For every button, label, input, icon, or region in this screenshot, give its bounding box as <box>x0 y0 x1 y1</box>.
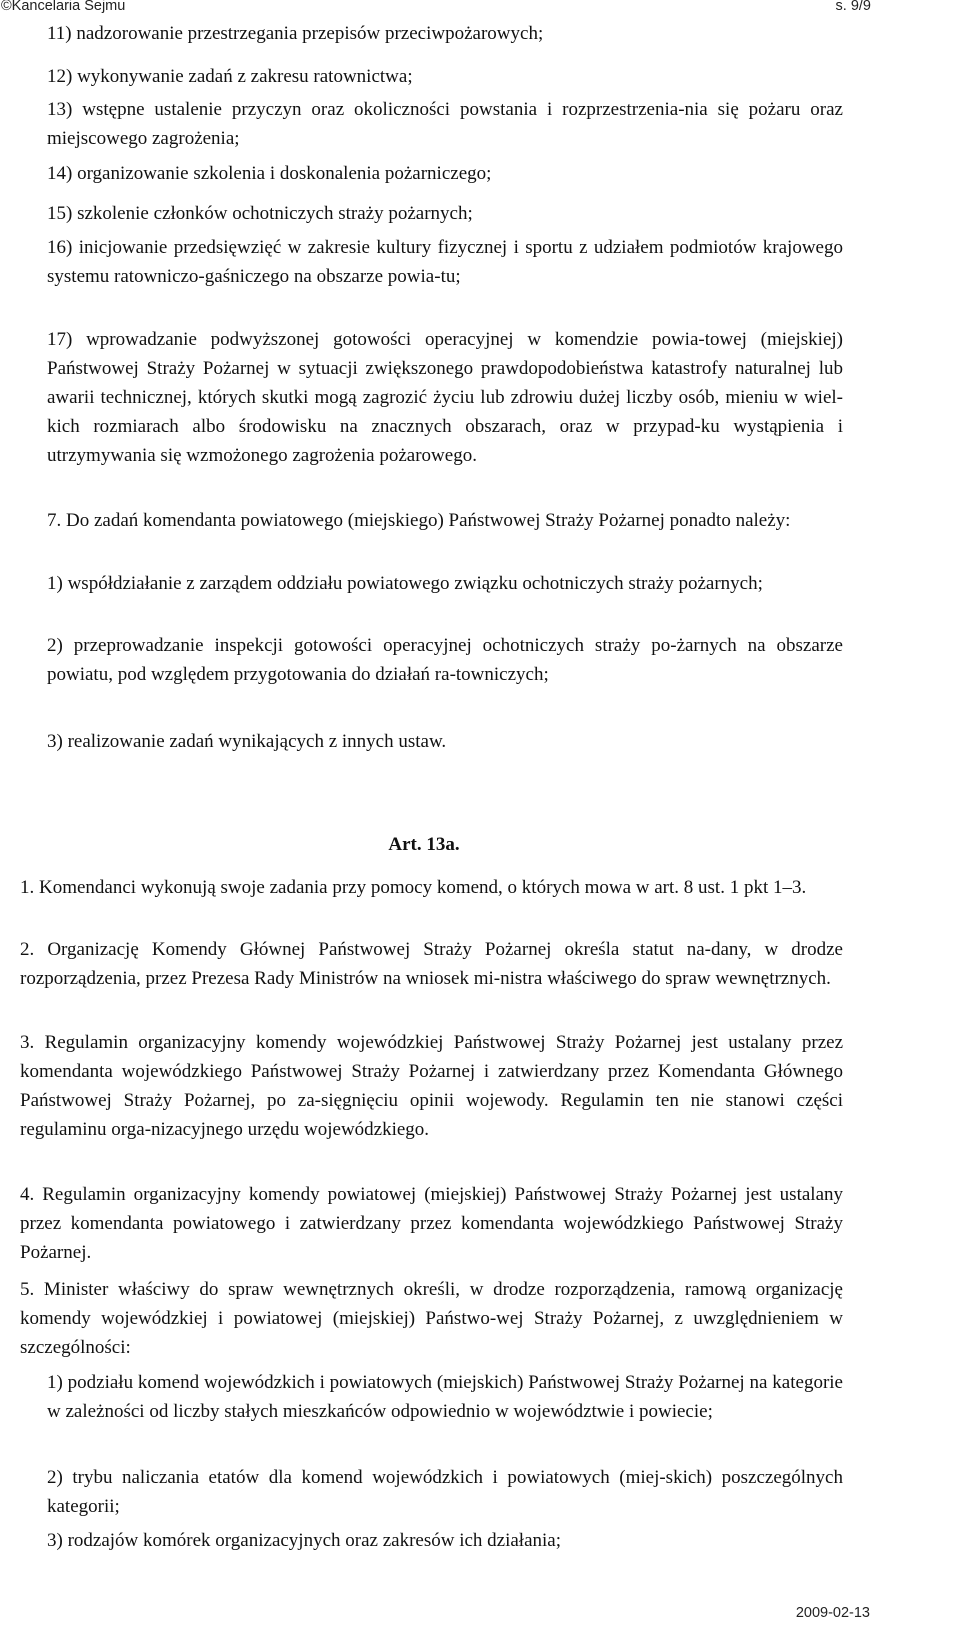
list-item: 1) współdziałanie z zarządem oddziału powiatowego związku ochotniczych straży pożarnych; <box>47 573 763 594</box>
list-item: 11) nadzorowanie przestrzegania przepisów przeciwpożarowych; <box>47 23 544 44</box>
paragraph: 7. Do zadań komendanta powiatowego (miejskiego) Państwowej Straży Pożarnej ponadto należy: <box>47 510 791 531</box>
list-item: 17) wprowadzanie podwyższonej gotowości operacyjnej w komendzie powia-towej (miejskiej) Państwowej Straży Pożarnej w sytuacji zwiększonego prawdopodobieństwa katastrofy naturalnej lub awarii technicznej, których skutki mogą zagrozić życiu lub zdrowiu dużej liczby osób, mieniu w wiel-kich rozmiarach albo środowisku na znacznych obszarach, oraz w przypad-ku wystąpienia i utrzymywania się wzmożonego zagrożenia pożarowego. <box>47 329 843 466</box>
paragraph: 5. Minister właściwy do spraw wewnętrznych określi, w drodze rozporządzenia, ramową organizację komendy wojewódzkiej i powiatowej (miejskiej) Państwo-wej Straży Pożarnej, z uwzględnieniem w szczególności: <box>20 1279 843 1358</box>
article-heading: Art. 13a. <box>388 834 460 855</box>
list-item: 3) rodzajów komórek organizacyjnych oraz zakresów ich działania; <box>47 1530 562 1551</box>
paragraph: 1. Komendanci wykonują swoje zadania przy pomocy komend, o których mowa w art. 8 ust. 1 pkt 1–3. <box>20 877 807 898</box>
list-item: 2) trybu naliczania etatów dla komend wojewódzkich i powiatowych (miej-skich) poszczególnych kategorii; <box>47 1467 843 1517</box>
list-item: 16) inicjowanie przedsięwzięć w zakresie kultury fizycznej i sportu z udziałem podmiotów krajowego systemu ratowniczo-gaśniczego na obszarze powia-tu; <box>47 237 843 287</box>
paragraph: 3. Regulamin organizacyjny komendy wojewódzkiej Państwowej Straży Pożarnej jest ustalany przez komendanta wojewódzkiego Państwowej Straży Pożarnej i zatwierdzany przez Komendanta Głównego Państwowej Straży Pożarnej, po za-sięgnięciu opinii wojewody. Regulamin ten nie stanowi części regulaminu orga-nizacyjnego urzędu wojewódzkiego. <box>20 1032 843 1140</box>
paragraph: 2. Organizację Komendy Głównej Państwowej Straży Pożarnej określa statut na-dany, w drodze rozporządzenia, przez Prezesa Rady Ministrów na wniosek mi-nistra właściwego do spraw wewnętrznych. <box>20 939 843 989</box>
list-item: 15) szkolenie członków ochotniczych straży pożarnych; <box>47 203 473 224</box>
footer-date: 2009-02-13 <box>795 1605 870 1621</box>
list-item: 2) przeprowadzanie inspekcji gotowości operacyjnej ochotniczych straży po-żarnych na obszarze powiatu, pod względem przygotowania do działań ra-towniczych; <box>47 635 843 685</box>
list-item: 12) wykonywanie zadań z zakresu ratownictwa; <box>47 66 413 87</box>
list-item: 1) podziału komend wojewódzkich i powiatowych (miejskich) Państwowej Straży Pożarnej na kategorie w zależności od liczby stałych mieszkańców odpowiednio w województwie i powiecie; <box>47 1372 843 1422</box>
list-item: 3) realizowanie zadań wynikających z innych ustaw. <box>47 731 447 752</box>
paragraph: 4. Regulamin organizacyjny komendy powiatowej (miejskiej) Państwowej Straży Pożarnej jest ustalany przez komendanta powiatowego i zatwierdzany przez komendanta wojewódzkiego Państwowej Straży Pożarnej. <box>20 1184 843 1263</box>
header-page-number: s. 9/9 <box>835 0 871 14</box>
list-item: 14) organizowanie szkolenia i doskonalenia pożarniczego; <box>47 163 492 184</box>
header-source: ©Kancelaria Sejmu <box>1 0 126 14</box>
list-item: 13) wstępne ustalenie przyczyn oraz okoliczności powstania i rozprzestrzenia-nia się pożaru oraz miejscowego zagrożenia; <box>47 99 843 149</box>
